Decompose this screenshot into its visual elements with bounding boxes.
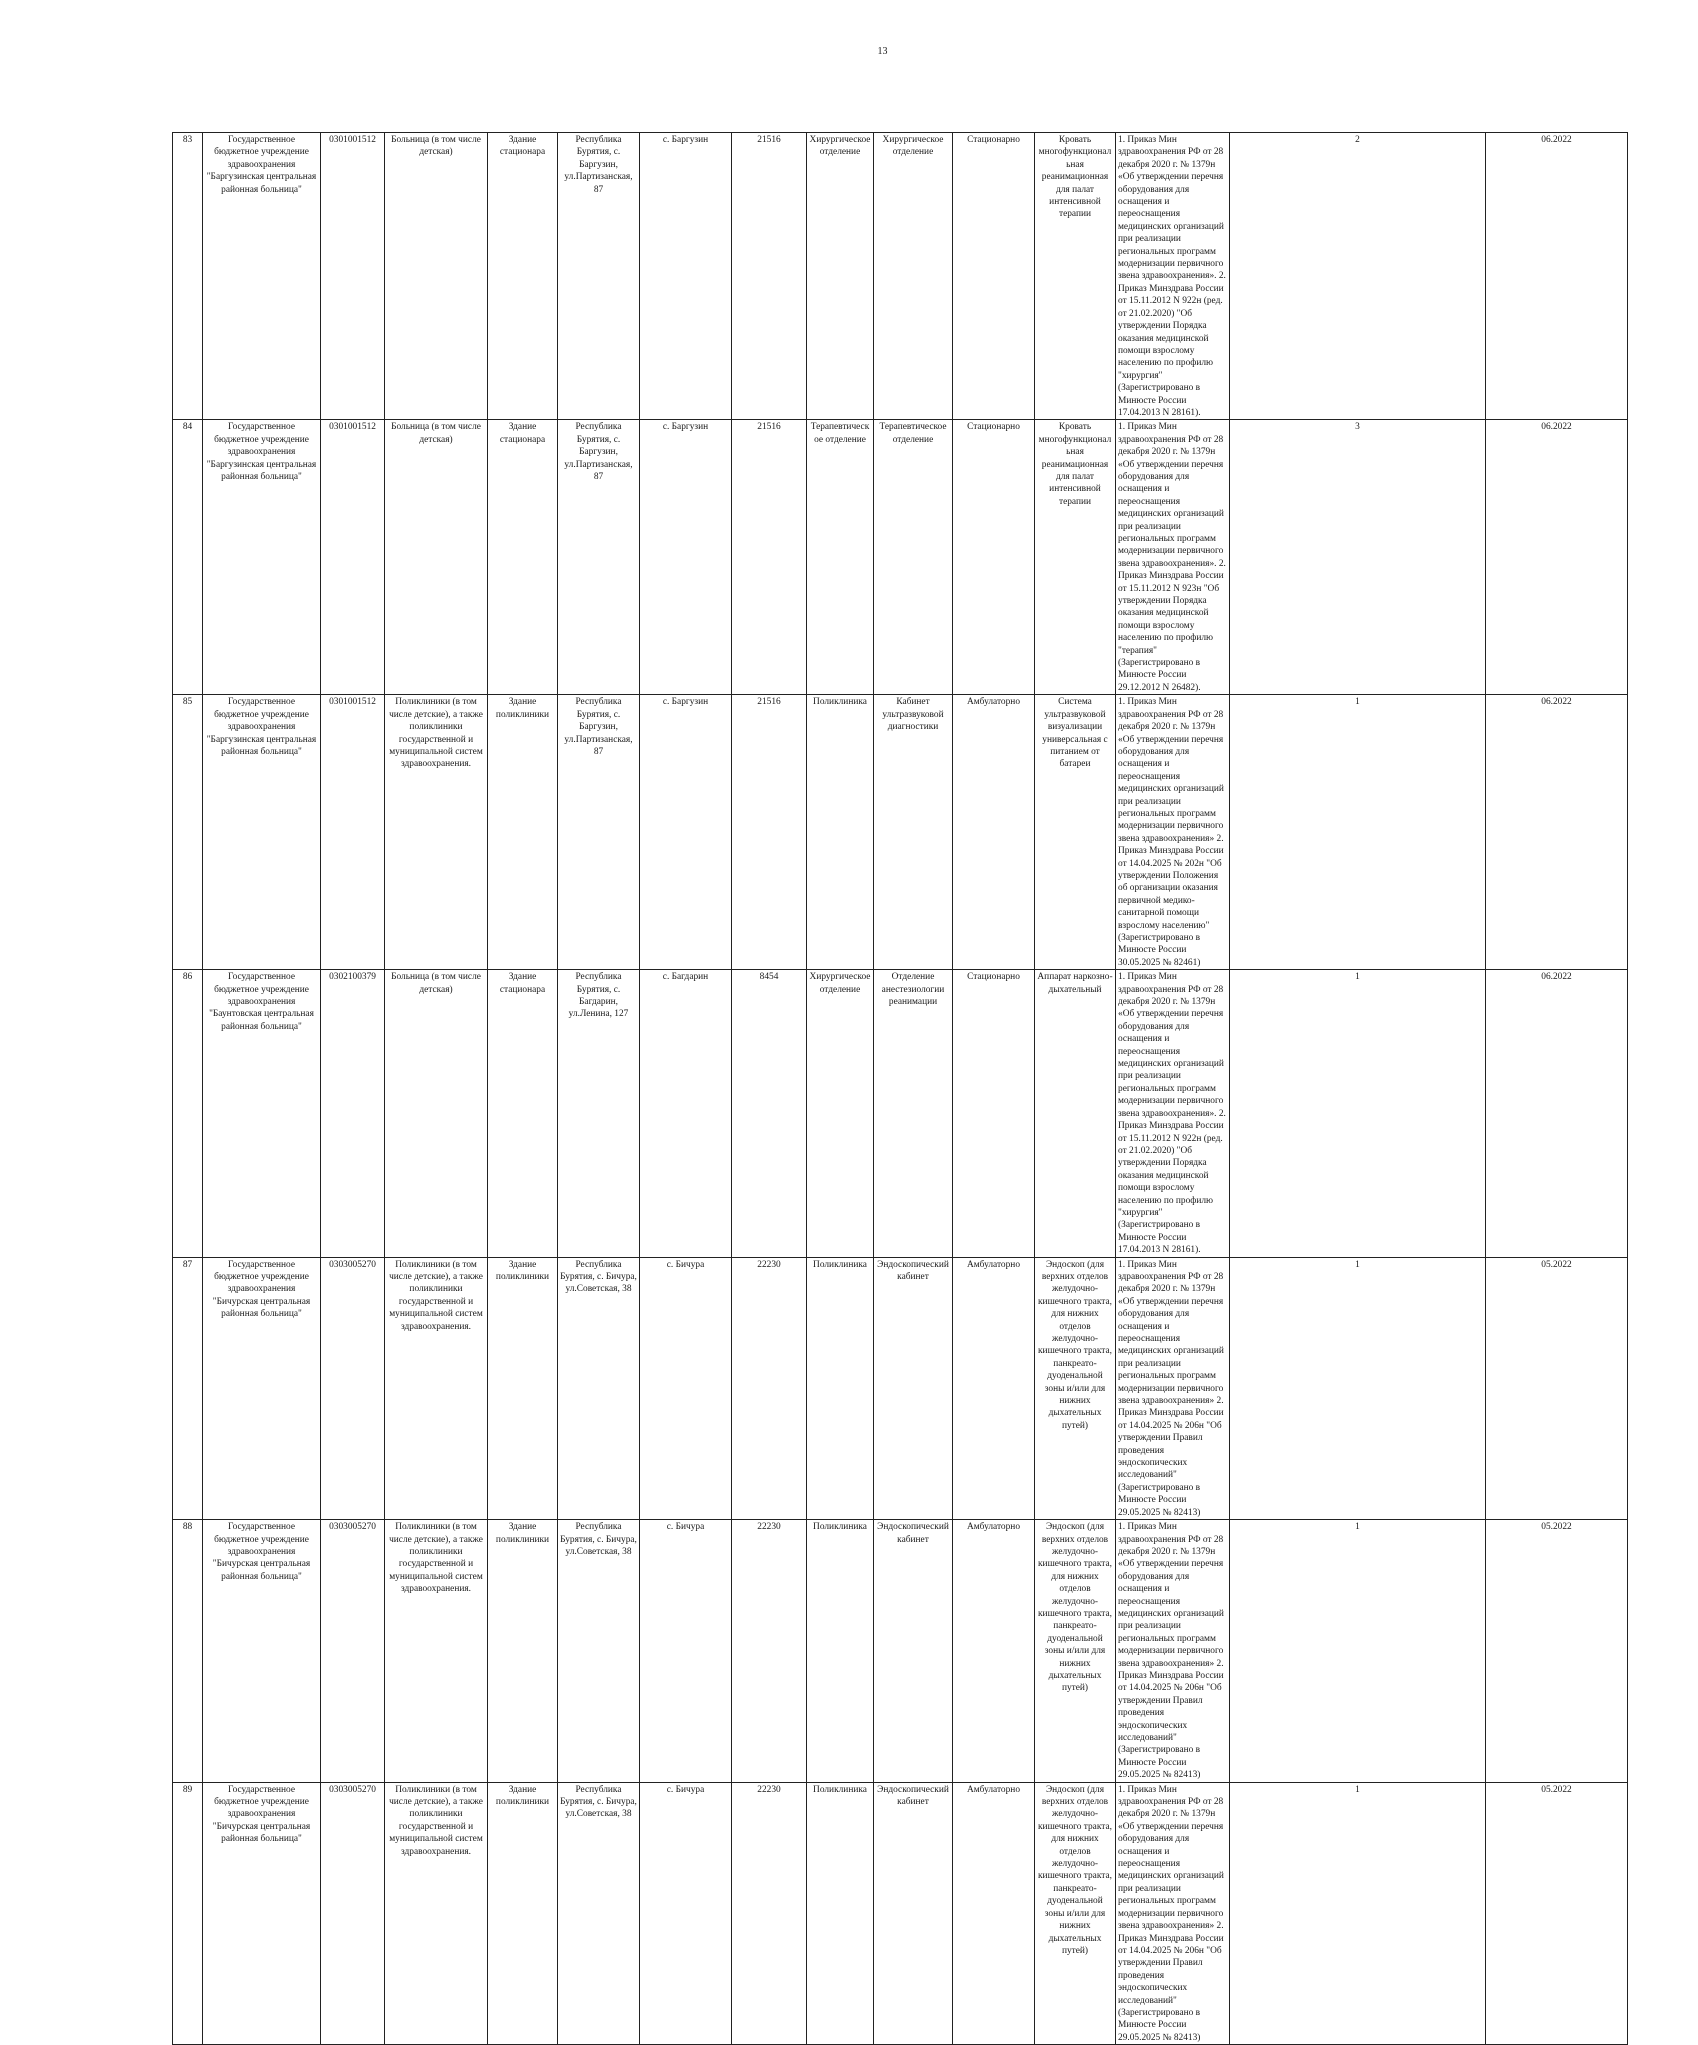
- subunit: Хирургическое отделение: [874, 133, 953, 420]
- care-mode: Стационарно: [953, 970, 1035, 1257]
- date: 06.2022: [1486, 420, 1628, 695]
- table-row: [173, 970, 1628, 1257]
- equipment: Аппарат наркозно-дыхательный: [1035, 970, 1116, 1257]
- quantity: 1: [1230, 970, 1486, 1257]
- equipment: Эндоскоп (для верхних отделов желудочно-кишечного тракта, для нижних отделов желудочно-кишечного тракта, панкреато-дуоденальной зоны и/или для нижних дыхательных путей): [1035, 1520, 1116, 1783]
- address: Республика Бурятия, с. Багдарин, ул.Ленина, 127: [558, 970, 640, 1257]
- table-row: [173, 420, 1628, 695]
- table-row: [173, 1257, 1628, 1520]
- population: 21516: [732, 420, 807, 695]
- quantity: 2: [1230, 133, 1486, 420]
- organization-name: Государственное бюджетное учреждение здравоохранения "Баргузинская центральная районная больница": [203, 133, 321, 420]
- facility-type: Поликлиники (в том числе детские), а также поликлиники государственной и муниципальной систем здравоохранения.: [385, 1782, 488, 2045]
- organization-code: 0303005270: [321, 1782, 385, 2045]
- population: 8454: [732, 970, 807, 1257]
- locality: с. Бичура: [640, 1257, 732, 1520]
- equipment-register-table: [172, 132, 1628, 2045]
- organization-code: 0303005270: [321, 1257, 385, 1520]
- building: Здание стационара: [488, 133, 558, 420]
- building: Здание поликлиники: [488, 695, 558, 970]
- legal-basis: 1. Приказ Мин здравоохранения РФ от 28 декабря 2020 г. № 1379н «Об утверждении перечня оборудования для оснащения и переоснащения медицинских организаций при реализации региональных программ модернизации первичного звена здравоохранения». 2. Приказ Минздрава России от 15.11.2012 N 923н "Об утверждении Порядка оказания медицинской помощи взрослому населению по профилю "терапия" (Зарегистрировано в Минюсте России 29.12.2012 N 26482).: [1116, 420, 1230, 695]
- organization-code: 0301001512: [321, 695, 385, 970]
- quantity: 1: [1230, 1520, 1486, 1783]
- table-row: [173, 1782, 1628, 2045]
- facility-type: Поликлиники (в том числе детские), а также поликлиники государственной и муниципальной систем здравоохранения.: [385, 695, 488, 970]
- address: Республика Бурятия, с. Баргузин, ул.Партизанская, 87: [558, 695, 640, 970]
- date: 06.2022: [1486, 695, 1628, 970]
- unit: Поликлиника: [807, 1520, 874, 1783]
- organization-name: Государственное бюджетное учреждение здравоохранения "Бичурская центральная районная больница": [203, 1782, 321, 2045]
- population: 22230: [732, 1782, 807, 2045]
- care-mode: Амбулаторно: [953, 1782, 1035, 2045]
- equipment: Эндоскоп (для верхних отделов желудочно-кишечного тракта, для нижних отделов желудочно-кишечного тракта, панкреато-дуоденальной зоны и/или для нижних дыхательных путей): [1035, 1782, 1116, 2045]
- quantity: 3: [1230, 420, 1486, 695]
- row-number: 87: [173, 1257, 203, 1520]
- care-mode: Стационарно: [953, 420, 1035, 695]
- legal-basis: 1. Приказ Мин здравоохранения РФ от 28 декабря 2020 г. № 1379н «Об утверждении перечня оборудования для оснащения и переоснащения медицинских организаций при реализации региональных программ модернизации первичного звена здравоохранения». 2. Приказ Минздрава России от 15.11.2012 N 922н (ред. от 21.02.2020) "Об утверждении Порядка оказания медицинской помощи взрослому населению по профилю "хирургия" (Зарегистрировано в Минюсте России 17.04.2013 N 28161).: [1116, 133, 1230, 420]
- table-row: [173, 133, 1628, 420]
- care-mode: Амбулаторно: [953, 695, 1035, 970]
- population: 22230: [732, 1257, 807, 1520]
- date: 06.2022: [1486, 133, 1628, 420]
- organization-name: Государственное бюджетное учреждение здравоохранения "Баргузинская центральная районная больница": [203, 420, 321, 695]
- population: 22230: [732, 1520, 807, 1783]
- care-mode: Амбулаторно: [953, 1520, 1035, 1783]
- facility-type: Больница (в том числе детская): [385, 970, 488, 1257]
- organization-code: 0301001512: [321, 420, 385, 695]
- address: Республика Бурятия, с. Баргузин, ул.Партизанская, 87: [558, 133, 640, 420]
- subunit: Эндоскопический кабинет: [874, 1520, 953, 1783]
- legal-basis: 1. Приказ Мин здравоохранения РФ от 28 декабря 2020 г. № 1379н «Об утверждении перечня оборудования для оснащения и переоснащения медицинских организаций при реализации региональных программ модернизации первичного звена здравоохранения» 2. Приказ Минздрава России от 14.04.2025 № 206н "Об утверждении Правил проведения эндоскопических исследований" (Зарегистрировано в Минюсте России 29.05.2025 № 82413): [1116, 1782, 1230, 2045]
- facility-type: Поликлиники (в том числе детские), а также поликлиники государственной и муниципальной систем здравоохранения.: [385, 1257, 488, 1520]
- unit: Поликлиника: [807, 1257, 874, 1520]
- organization-code: 0302100379: [321, 970, 385, 1257]
- table-row: [173, 1520, 1628, 1783]
- date: 05.2022: [1486, 1520, 1628, 1783]
- care-mode: Стационарно: [953, 133, 1035, 420]
- row-number: 89: [173, 1782, 203, 2045]
- address: Республика Бурятия, с. Бичура, ул.Советская, 38: [558, 1257, 640, 1520]
- row-number: 85: [173, 695, 203, 970]
- facility-type: Поликлиники (в том числе детские), а также поликлиники государственной и муниципальной систем здравоохранения.: [385, 1520, 488, 1783]
- building: Здание поликлиники: [488, 1520, 558, 1783]
- subunit: Эндоскопический кабинет: [874, 1782, 953, 2045]
- legal-basis: 1. Приказ Мин здравоохранения РФ от 28 декабря 2020 г. № 1379н «Об утверждении перечня оборудования для оснащения и переоснащения медицинских организаций при реализации региональных программ модернизации первичного звена здравоохранения» 2. Приказ Минздрава России от 14.04.2025 № 206н "Об утверждении Правил проведения эндоскопических исследований" (Зарегистрировано в Минюсте России 29.05.2025 № 82413): [1116, 1257, 1230, 1520]
- unit: Хирургическое отделение: [807, 970, 874, 1257]
- legal-basis: 1. Приказ Мин здравоохранения РФ от 28 декабря 2020 г. № 1379н «Об утверждении перечня оборудования для оснащения и переоснащения медицинских организаций при реализации региональных программ модернизации первичного звена здравоохранения». 2. Приказ Минздрава России от 15.11.2012 N 922н (ред. от 21.02.2020) "Об утверждении Порядка оказания медицинской помощи взрослому населению по профилю "хирургия" (Зарегистрировано в Минюсте России 17.04.2013 N 28161).: [1116, 970, 1230, 1257]
- population: 21516: [732, 695, 807, 970]
- equipment: Кровать многофункциональная реанимационная для палат интенсивной терапии: [1035, 420, 1116, 695]
- unit: Поликлиника: [807, 1782, 874, 2045]
- page-number: 13: [877, 46, 888, 57]
- unit: Хирургическое отделение: [807, 133, 874, 420]
- locality: с. Баргузин: [640, 695, 732, 970]
- equipment: Система ультразвуковой визуализации универсальная с питанием от батареи: [1035, 695, 1116, 970]
- equipment: Кровать многофункциональная реанимационная для палат интенсивной терапии: [1035, 133, 1116, 420]
- building: Здание стационара: [488, 970, 558, 1257]
- building: Здание стационара: [488, 420, 558, 695]
- organization-name: Государственное бюджетное учреждение здравоохранения "Баргузинская центральная районная больница": [203, 695, 321, 970]
- locality: с. Баргузин: [640, 420, 732, 695]
- row-number: 83: [173, 133, 203, 420]
- building: Здание поликлиники: [488, 1257, 558, 1520]
- subunit: Кабинет ультразвуковой диагностики: [874, 695, 953, 970]
- unit: Терапевтическое отделение: [807, 420, 874, 695]
- date: 06.2022: [1486, 970, 1628, 1257]
- locality: с. Баргузин: [640, 133, 732, 420]
- organization-name: Государственное бюджетное учреждение здравоохранения "Баунтовская центральная районная больница": [203, 970, 321, 1257]
- organization-code: 0303005270: [321, 1520, 385, 1783]
- address: Республика Бурятия, с. Бичура, ул.Советская, 38: [558, 1520, 640, 1783]
- legal-basis: 1. Приказ Мин здравоохранения РФ от 28 декабря 2020 г. № 1379н «Об утверждении перечня оборудования для оснащения и переоснащения медицинских организаций при реализации региональных программ модернизации первичного звена здравоохранения» 2. Приказ Минздрава России от 14.04.2025 № 202н "Об утверждении Положения об организации оказания первичной медико-санитарной помощи взрослому населению" (Зарегистрировано в Минюсте России 30.05.2025 № 82461): [1116, 695, 1230, 970]
- subunit: Терапевтическое отделение: [874, 420, 953, 695]
- address: Республика Бурятия, с. Баргузин, ул.Партизанская, 87: [558, 420, 640, 695]
- legal-basis: 1. Приказ Мин здравоохранения РФ от 28 декабря 2020 г. № 1379н «Об утверждении перечня оборудования для оснащения и переоснащения медицинских организаций при реализации региональных программ модернизации первичного звена здравоохранения» 2. Приказ Минздрава России от 14.04.2025 № 206н "Об утверждении Правил проведения эндоскопических исследований" (Зарегистрировано в Минюсте России 29.05.2025 № 82413): [1116, 1520, 1230, 1783]
- subunit: Отделение анестезиологии реанимации: [874, 970, 953, 1257]
- facility-type: Больница (в том числе детская): [385, 420, 488, 695]
- facility-type: Больница (в том числе детская): [385, 133, 488, 420]
- row-number: 86: [173, 970, 203, 1257]
- address: Республика Бурятия, с. Бичура, ул.Советская, 38: [558, 1782, 640, 2045]
- locality: с. Бичура: [640, 1782, 732, 2045]
- quantity: 1: [1230, 1782, 1486, 2045]
- organization-code: 0301001512: [321, 133, 385, 420]
- row-number: 84: [173, 420, 203, 695]
- equipment: Эндоскоп (для верхних отделов желудочно-кишечного тракта, для нижних отделов желудочно-кишечного тракта, панкреато-дуоденальной зоны и/или для нижних дыхательных путей): [1035, 1257, 1116, 1520]
- population: 21516: [732, 133, 807, 420]
- quantity: 1: [1230, 1257, 1486, 1520]
- subunit: Эндоскопический кабинет: [874, 1257, 953, 1520]
- unit: Поликлиника: [807, 695, 874, 970]
- date: 05.2022: [1486, 1782, 1628, 2045]
- row-number: 88: [173, 1520, 203, 1783]
- care-mode: Амбулаторно: [953, 1257, 1035, 1520]
- table-row: [173, 695, 1628, 970]
- date: 05.2022: [1486, 1257, 1628, 1520]
- locality: с. Бичура: [640, 1520, 732, 1783]
- organization-name: Государственное бюджетное учреждение здравоохранения "Бичурская центральная районная больница": [203, 1520, 321, 1783]
- building: Здание поликлиники: [488, 1782, 558, 2045]
- organization-name: Государственное бюджетное учреждение здравоохранения "Бичурская центральная районная больница": [203, 1257, 321, 1520]
- quantity: 1: [1230, 695, 1486, 970]
- locality: с. Багдарин: [640, 970, 732, 1257]
